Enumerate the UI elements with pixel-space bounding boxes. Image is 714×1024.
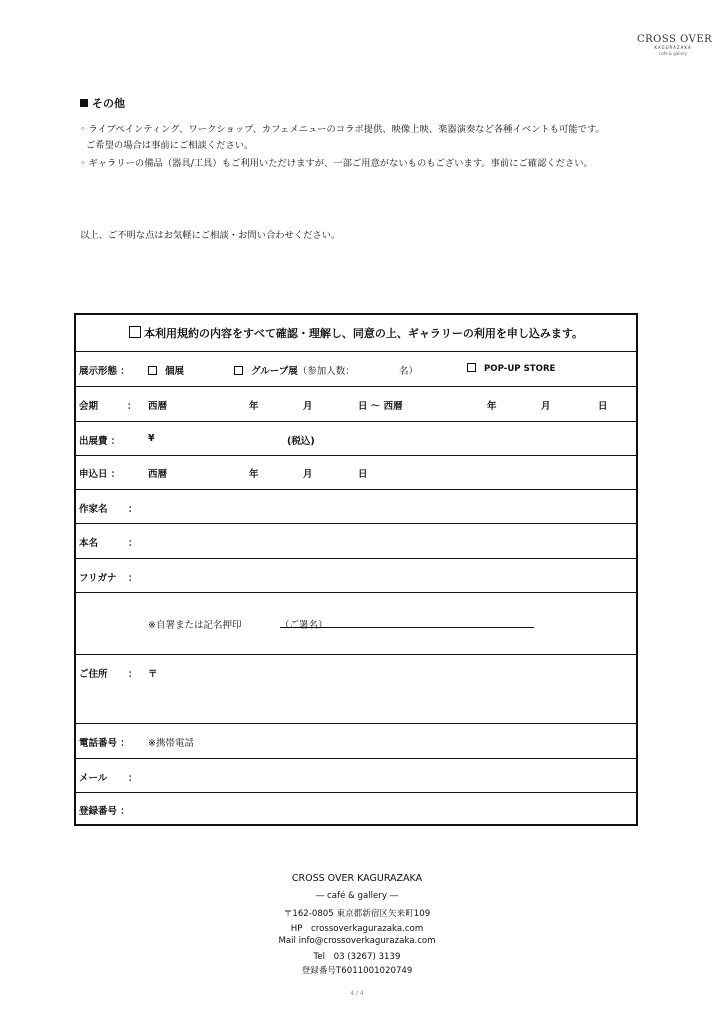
mail-colon: ：	[128, 773, 138, 784]
note-line-3: ◦ ギャラリーの備品（器具/工具）もご利用いただけますが、一部ご用意がないものもございます。事前にご確認ください。	[80, 158, 593, 169]
footer-tel: Tel 03 (3267) 3139	[313, 952, 401, 962]
apply-month: 月	[303, 469, 313, 480]
fee-label: 出展費 ：	[79, 436, 121, 447]
note-line-2: ご希望の場合は事前にご相談ください。	[86, 140, 254, 151]
option-group[interactable]	[234, 363, 355, 377]
fee-row	[76, 421, 636, 456]
period-month-1: 月	[303, 401, 313, 412]
footer-tagline: ― café & gallery ―	[315, 891, 399, 901]
postal-mark: 〒	[148, 669, 158, 680]
period-label: 会期	[79, 401, 99, 412]
footer-reg: 登録番号T6011001020749	[301, 966, 413, 976]
signature-placeholder[interactable]: （ご署名）	[280, 620, 328, 631]
apply-date-row	[76, 455, 636, 490]
participants-unit: 名）	[399, 366, 419, 377]
option-solo[interactable]	[148, 363, 184, 377]
artist-colon: ：	[128, 504, 138, 515]
furigana-colon: ：	[128, 573, 138, 584]
period-month-2: 月	[541, 401, 551, 412]
logo-main-text: CROSS OVER	[637, 34, 713, 45]
furigana-label: フリガナ	[79, 573, 117, 584]
furigana-row	[76, 558, 636, 593]
address-row	[76, 654, 636, 724]
footer-hp[interactable]: HP crossoverkagurazaka.com	[290, 924, 424, 934]
apply-era: 西暦	[148, 469, 168, 480]
display-type-label: 展示形態 ：	[79, 366, 130, 377]
phone-label: 電話番号 ：	[79, 738, 130, 749]
phone-row	[76, 723, 636, 759]
reg-row	[76, 792, 636, 825]
period-row	[76, 386, 636, 422]
logo-sub-text: KAGURAZAKA	[654, 45, 692, 50]
real-name-colon: ：	[128, 538, 138, 549]
footer-name: CROSS OVER KAGURAZAKA	[291, 873, 423, 884]
black-square-icon	[80, 99, 88, 107]
closing-text: 以上、ご不明な点はお気軽にご相談・お問い合わせください。	[80, 230, 341, 241]
real-name-row	[76, 523, 636, 559]
participants-label: （参加人数：	[297, 366, 355, 377]
address-label: ご住所	[79, 669, 108, 680]
apply-date-label: 申込日 ：	[79, 469, 121, 480]
agree-statement	[76, 325, 636, 341]
display-type-row	[76, 351, 636, 387]
section-heading-other	[80, 95, 125, 111]
signature-note: ※自署または記名押印	[148, 620, 242, 631]
application-form	[74, 313, 638, 826]
period-day-2: 日	[598, 401, 608, 412]
fee-yen: ¥	[148, 433, 155, 444]
address-colon: ：	[128, 669, 138, 680]
agree-checkbox[interactable]	[129, 326, 141, 338]
period-year-1: 年	[249, 401, 259, 412]
reg-label: 登録番号 ：	[79, 806, 130, 817]
footer-mail[interactable]: Mail info@crossoverkagurazaka.com	[278, 936, 436, 946]
page-number: 4 / 4	[350, 990, 364, 997]
popup-checkbox[interactable]	[467, 363, 476, 372]
phone-note: ※携帯電話	[148, 738, 194, 749]
period-year-2: 年	[487, 401, 497, 412]
option-popup[interactable]	[467, 363, 555, 374]
group-checkbox[interactable]	[234, 366, 243, 375]
period-era-1: 西暦	[148, 401, 168, 412]
solo-checkbox[interactable]	[148, 366, 157, 375]
period-day-to: 日 ～ 西暦	[358, 401, 403, 412]
signature-row	[76, 592, 636, 655]
option-solo-label: 個展	[165, 366, 185, 377]
section-heading-text: その他	[92, 97, 125, 110]
option-popup-label: POP-UP STORE	[484, 364, 556, 374]
logo-sub2-text: cafe & gallery	[659, 51, 687, 56]
apply-year: 年	[249, 469, 259, 480]
signature-line	[280, 627, 534, 628]
period-colon: ：	[127, 401, 137, 412]
agree-text: 本利用規約の内容をすべて確認・理解し、同意の上、ギャラリーの利用を申し込みます。	[144, 327, 583, 340]
option-group-label: グループ展	[251, 366, 298, 377]
apply-day: 日	[358, 469, 368, 480]
mail-label: メール	[79, 773, 108, 784]
mail-row	[76, 758, 636, 793]
artist-label: 作家名	[79, 504, 108, 515]
real-name-label: 本名	[79, 538, 99, 549]
footer-address: 〒162-0805 東京都新宿区矢来町109	[283, 909, 431, 919]
note-line-1: ◦ ライブペインティング、ワークショップ、カフェメニューのコラボ提供、映像上映、楽器演奏など各種イベントも可能です。	[80, 124, 605, 135]
artist-row	[76, 489, 636, 524]
fee-tax: (税込)	[287, 436, 315, 447]
brand-logo	[637, 34, 713, 56]
agree-row	[76, 315, 636, 352]
